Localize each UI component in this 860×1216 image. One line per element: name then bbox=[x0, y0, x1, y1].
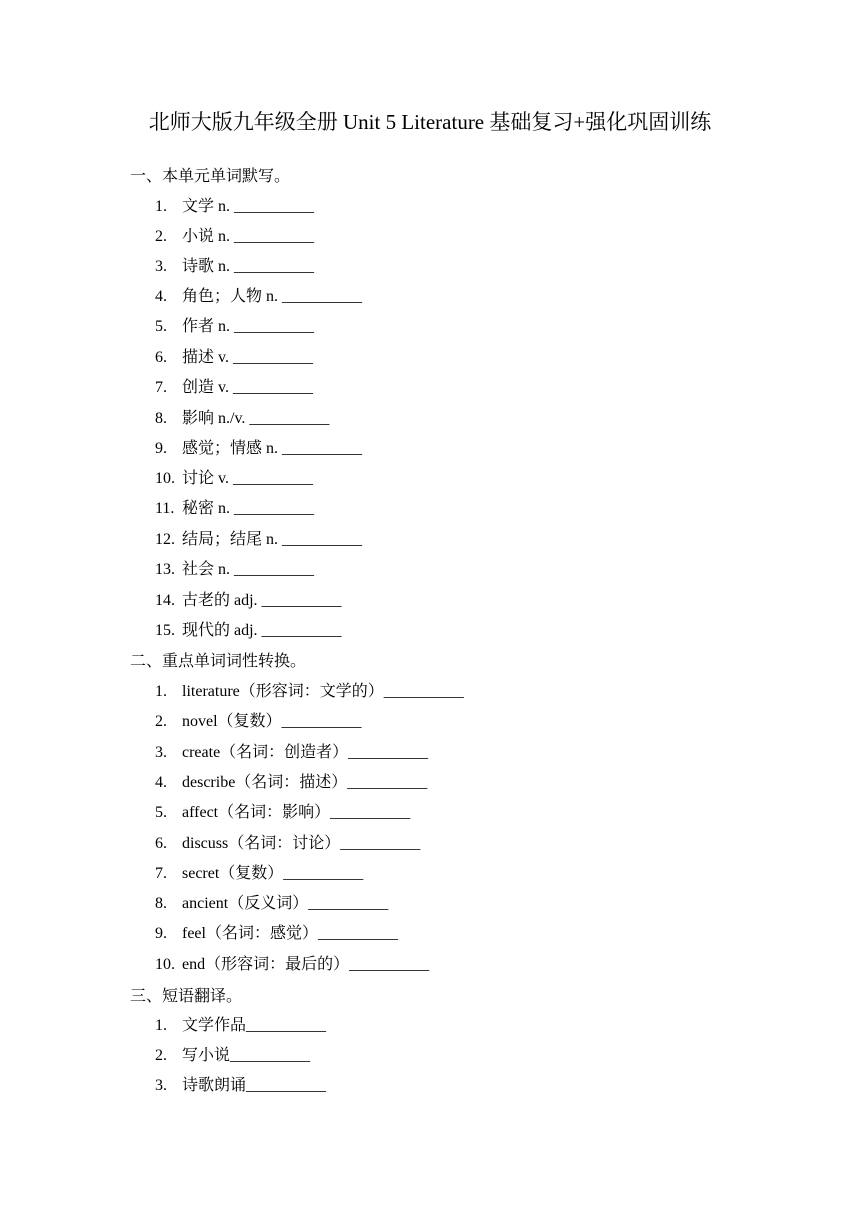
item-text: 现代的 adj. __________ bbox=[182, 622, 342, 639]
item-number: 9. bbox=[155, 925, 167, 942]
item-number: 1. bbox=[155, 198, 167, 215]
item-number: 9. bbox=[155, 440, 167, 457]
section-heading-phrase-translation: 三、短语翻译。 bbox=[130, 986, 243, 1005]
item-text: 写小说__________ bbox=[182, 1047, 311, 1064]
item-text: feel（名词：感觉）__________ bbox=[182, 925, 398, 942]
item-text: 诗歌 n. __________ bbox=[182, 258, 315, 275]
item-text: describe（名词：描述）__________ bbox=[182, 774, 428, 791]
item-number: 5. bbox=[155, 318, 167, 335]
item-text: 文学 n. __________ bbox=[182, 198, 315, 215]
item-text: 感觉；情感 n. __________ bbox=[182, 440, 363, 457]
item-number: 2. bbox=[155, 1047, 167, 1064]
item-text: discuss（名词：讨论）__________ bbox=[182, 835, 421, 852]
item-text: 小说 n. __________ bbox=[182, 228, 315, 245]
item-number: 3. bbox=[155, 258, 167, 275]
item-text: 秘密 n. __________ bbox=[182, 500, 315, 517]
item-number: 4. bbox=[155, 288, 167, 305]
item-number: 8. bbox=[155, 895, 167, 912]
item-number: 12. bbox=[155, 531, 175, 548]
item-text: 创造 v. __________ bbox=[182, 379, 313, 396]
item-number: 10. bbox=[155, 956, 175, 973]
item-number: 3. bbox=[155, 1077, 167, 1094]
item-number: 2. bbox=[155, 228, 167, 245]
item-number: 6. bbox=[155, 835, 167, 852]
item-number: 14. bbox=[155, 592, 175, 609]
item-number: 1. bbox=[155, 1017, 167, 1034]
item-number: 6. bbox=[155, 349, 167, 366]
item-text: end（形容词：最后的）__________ bbox=[182, 956, 430, 973]
item-text: 角色；人物 n. __________ bbox=[182, 288, 363, 305]
item-number: 5. bbox=[155, 804, 167, 821]
item-text: novel（复数）__________ bbox=[182, 713, 362, 730]
section-heading-word-forms: 二、重点单词词性转换。 bbox=[130, 651, 307, 670]
item-number: 10. bbox=[155, 470, 175, 487]
item-number: 3. bbox=[155, 744, 167, 761]
item-text: 描述 v. __________ bbox=[182, 349, 313, 366]
section-heading-vocabulary-dictation: 一、本单元单词默写。 bbox=[130, 166, 291, 185]
item-number: 7. bbox=[155, 865, 167, 882]
item-text: 讨论 v. __________ bbox=[182, 470, 313, 487]
item-number: 11. bbox=[155, 500, 175, 517]
item-text: 作者 n. __________ bbox=[182, 318, 315, 335]
item-number: 15. bbox=[155, 622, 175, 639]
item-number: 2. bbox=[155, 713, 167, 730]
item-number: 1. bbox=[155, 683, 167, 700]
item-number: 13. bbox=[155, 561, 175, 578]
item-number: 8. bbox=[155, 410, 167, 427]
item-text: 社会 n. __________ bbox=[182, 561, 315, 578]
item-number: 4. bbox=[155, 774, 167, 791]
item-text: affect（名词：影响）__________ bbox=[182, 804, 411, 821]
item-text: secret（复数）__________ bbox=[182, 865, 364, 882]
item-text: literature（形容词：文学的）__________ bbox=[182, 683, 464, 700]
item-text: 影响 n./v. __________ bbox=[182, 410, 330, 427]
item-text: 古老的 adj. __________ bbox=[182, 592, 342, 609]
item-number: 7. bbox=[155, 379, 167, 396]
item-text: ancient（反义词）__________ bbox=[182, 895, 389, 912]
item-text: 结局；结尾 n. __________ bbox=[182, 531, 363, 548]
item-text: create（名词：创造者）__________ bbox=[182, 744, 429, 761]
item-text: 文学作品__________ bbox=[182, 1017, 327, 1034]
item-text: 诗歌朗诵__________ bbox=[182, 1077, 327, 1094]
document-title: 北师大版九年级全册 Unit 5 Literature 基础复习+强化巩固训练 bbox=[148, 110, 712, 134]
